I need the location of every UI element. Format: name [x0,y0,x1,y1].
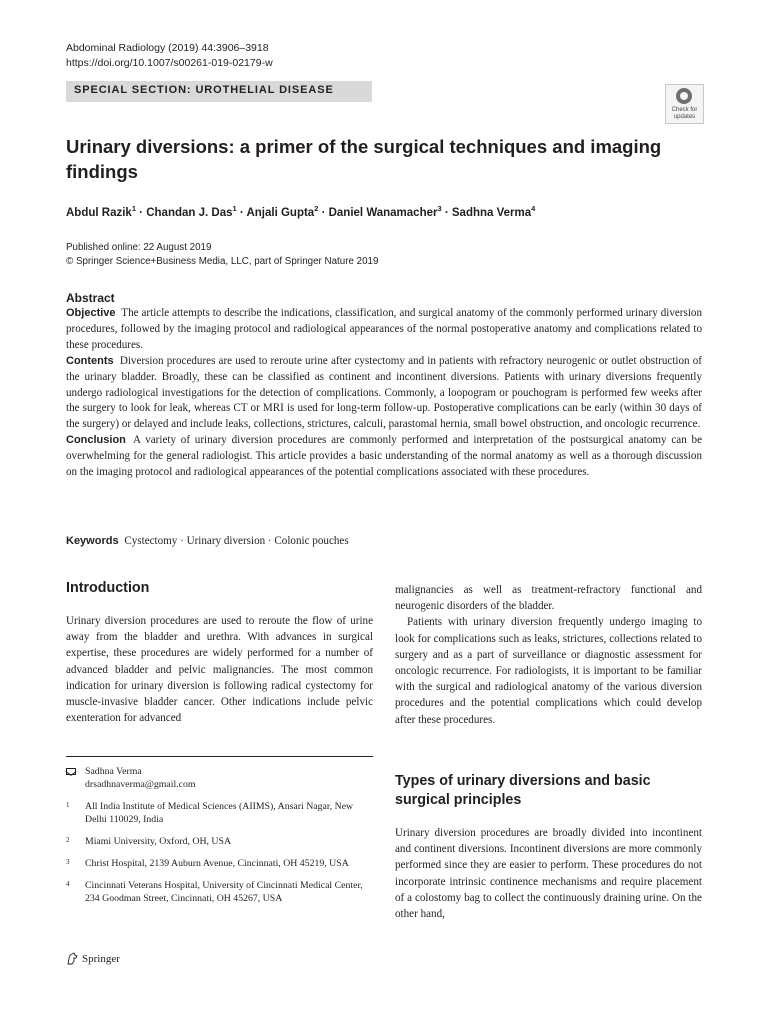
correspondence-name: Sadhna Verma [85,766,142,777]
correspondence-email[interactable]: drsadhnaverma@gmail.com [85,779,196,790]
crossmark-icon [676,88,692,104]
footnote-divider [66,756,373,757]
affiliation-item [66,800,373,826]
contents-label: Contents [66,354,114,367]
affiliation-number: 2 [66,836,70,844]
keywords-label: Keywords [66,535,119,547]
copyright-notice: © Springer Science+Business Media, LLC, part of Springer Nature 2019 [66,256,379,267]
affiliation-item [66,879,373,905]
doi-link[interactable]: https://doi.org/10.1007/s00261-019-02179-w [66,57,273,69]
types-heading: Types of urinary diversions and basic surgical principles [395,773,651,808]
conclusion-label: Conclusion [66,434,126,447]
affiliation-number: 4 [66,880,70,888]
author-name[interactable]: Anjali Gupta [246,206,315,219]
affiliation-item [66,857,373,870]
author-name[interactable]: Chandan J. Das [146,206,233,219]
affiliation-number: 1 [66,801,70,809]
publisher-name: Springer [82,952,120,965]
abstract-objective [66,306,702,354]
author-affiliation: 4 [531,204,536,213]
affiliation-text: All India Institute of Medical Sciences (AIIMS), Ansari Nagar, New Delhi 110029, India [85,801,354,825]
introduction-column-1 [66,613,373,726]
springer-horse-icon [66,952,78,965]
published-date: Published online: 22 August 2019 [66,242,212,253]
objective-label: Objective [66,307,116,319]
affiliation-text: Miami University, Oxford, OH, USA [85,836,232,847]
author-separator: · [441,206,452,219]
correspondence [66,765,373,791]
affiliation-item [66,835,373,848]
abstract [66,290,702,481]
abstract-heading: Abstract [66,291,115,305]
section-banner-label: SPECIAL SECTION: UROTHELIAL DISEASE [74,84,334,96]
objective-text: The article attempts to describe the indications, classification, and surgical anatomy of the commonly performed urinary diversion procedures, followed by the imaging protocol and radiological appearances of the normal postoperative anatomy and complications related to these procedures. [66,307,702,351]
paper-title: Urinary diversions: a primer of the surgical techniques and imaging findings [66,136,662,182]
author-separator: · [236,206,247,219]
keywords-text: Cystectomy · Urinary diversion · Colonic pouches [124,535,349,547]
author-affiliation: 1 [131,204,136,213]
keywords [66,533,349,549]
introduction-column-2 [395,582,702,728]
author-separator: · [318,206,329,219]
author-affiliation: 3 [437,204,442,213]
affiliation-number: 3 [66,858,70,866]
abstract-conclusion [66,433,702,481]
footnotes [66,765,373,914]
journal-citation: Abdominal Radiology (2019) 44:3906–3918 [66,42,269,54]
author-affiliation: 1 [232,204,237,213]
section-banner [66,81,372,102]
conclusion-text: A variety of urinary diversion procedures are commonly performed and interpretation of the postsurgical anatomy can be overwhelming for the general radiologist. This article provides a basic understanding of the normal anatomy as well as a thorough discussion on the imaging protocol and radiological appearances of the potential complications associated with these procedures. [66,434,702,479]
crossmark-line2: updates [673,114,696,120]
introduction-paragraph: Urinary diversion procedures are used to reroute the flow of urine away from the bladder and urethra. With advances in surgical expertise, these procedures are widely performed for a number of advanced bladder and pelvic malignancies. The most common indication for urinary diversion is following radical cystectomy for muscle-invasive bladder cancer. Other indications include pelvic exenteration for advanced [66,615,373,725]
introduction-heading: Introduction [66,580,150,596]
affiliation-text: Christ Hospital, 2139 Auburn Avenue, Cincinnati, OH 45219, USA [85,858,349,869]
check-for-updates-badge[interactable] [665,84,704,124]
envelope-icon [66,768,76,775]
abstract-contents [66,354,702,434]
author-list [66,204,535,219]
types-paragraph: Urinary diversion procedures are broadly divided into incontinent and continent diversions. Incontinent diversions are more commonly performed since they are easier to perform. These procedures do not incorporate intrinsic continence mechanisms and require placement of a colostomy bag to collect the continuously draining urine. On the other hand, [395,827,702,921]
author-separator: · [135,206,147,219]
contents-text: Diversion procedures are used to reroute urine after cystectomy and in patients with refractory neurogenic or outlet obstruction of the urinary bladder. Broadly, these can be classified as continent and incontinent diversions. Patients with urinary diversions frequently undergo radiological investigations for the detection of complications. Commonly, a loopogram or pouchogram is performed few weeks after the surgery to look for leak, whereas CT or MRI is used for long-term follow-up. Postoperative complications can be early (within 30 days of the surgery) or delayed and include leaks, collections, strictures, calculi, parastomal hernia, small bowel obstruction, and oncologic recurrence. [66,354,702,431]
introduction-paragraph: malignancies as well as treatment-refractory functional and neurogenic disorders of the bladder. [395,584,702,613]
publisher-footer [66,952,120,965]
journal-header [66,41,273,71]
publication-info [66,241,378,269]
types-section-body [395,825,702,922]
author-affiliation: 2 [314,204,319,213]
crossmark-line1: Check for [671,107,698,113]
author-name[interactable]: Sadhna Verma [451,206,532,219]
affiliation-text: Cincinnati Veterans Hospital, University of Cincinnati Medical Center, 234 Goodman Street, Cincinnati, OH 45267, USA [85,880,363,904]
author-name[interactable]: Daniel Wanamacher [328,206,438,219]
introduction-paragraph: Patients with urinary diversion frequently undergo imaging to look for complications such as leaks, strictures, collections related to surgery and as a part of surveillance or diagnostic assessment for oncologic recurrence. For radiologists, it is important to be familiar with the surgical and radiological anatomy of the various diversion procedures and the potential complications which could develop after these procedures. [395,616,702,726]
author-name[interactable]: Abdul Razik [66,206,132,219]
